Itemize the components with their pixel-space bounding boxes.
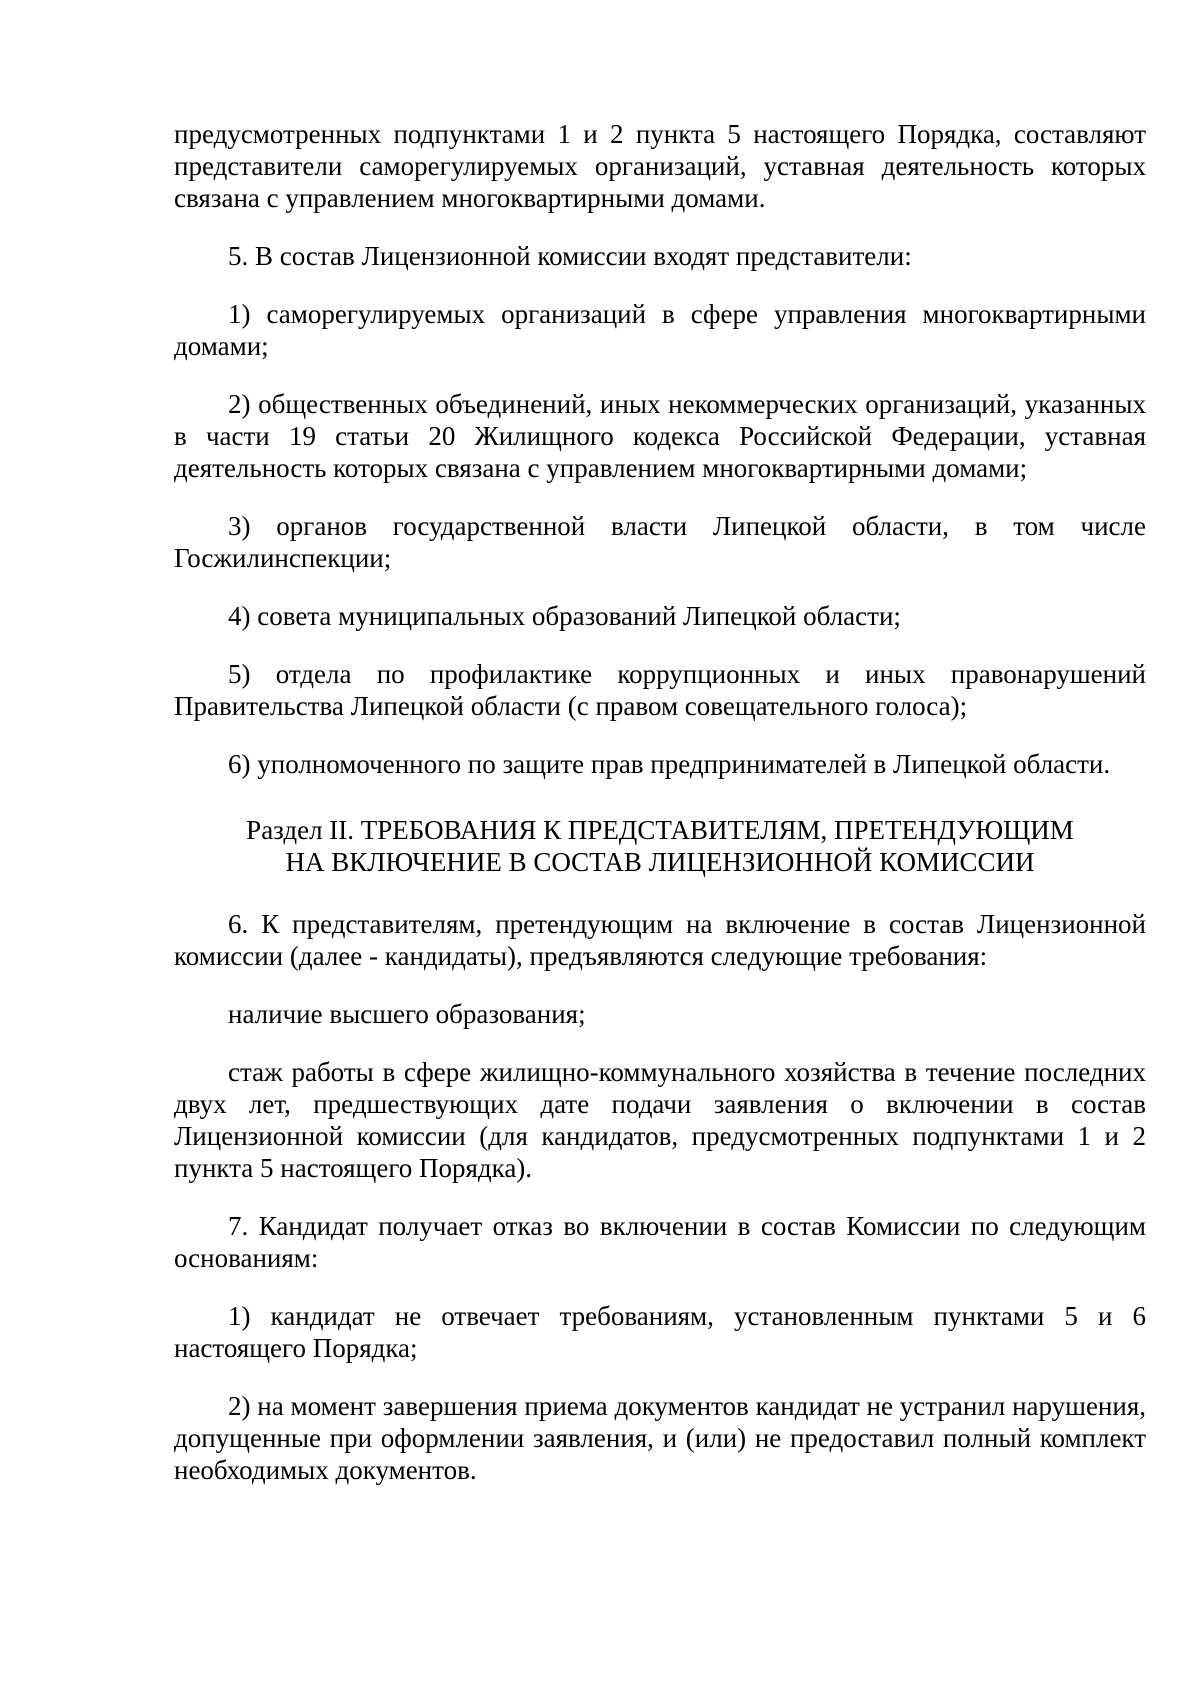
paragraph-item-5: 5. В состав Лицензионной комиссии входят представители: <box>228 241 912 271</box>
paragraph-continuation: предусмотренных подпунктами 1 и 2 пункта 5 настоящего Порядка, составляют представители саморегулируемых организаций, уставная деятельность которых связана с управлением многоквартирными домами. <box>174 119 1146 213</box>
paragraph-item-6: 6. К представителям, претендующим на включение в состав Лицензионной комиссии (далее - кандидаты), предъявляются следующие требования: <box>174 909 1146 971</box>
list-item-1: 1) саморегулируемых организаций в сфере управления многоквартирными домами; <box>174 299 1146 361</box>
list-item-5: 5) отдела по профилактике коррупционных и иных правонарушений Правительства Липецкой области (с правом совещательного голоса); <box>174 659 1146 721</box>
requirement-education: наличие высшего образования; <box>228 999 586 1029</box>
section-heading-line-2: НА ВКЛЮЧЕНИЕ В СОСТАВ ЛИЦЕНЗИОННОЙ КОМИССИИ <box>285 847 1035 877</box>
list-item-3: 3) органов государственной власти Липецкой области, в том числе Госжилинспекции; <box>174 511 1146 573</box>
list-item-2: 2) общественных объединений, иных некоммерческих организаций, указанных в части 19 статьи 20 Жилищного кодекса Российской Федерации, уставная деятельность которых связана с управлением многоквартирными домами; <box>174 389 1146 483</box>
document-body <box>174 118 1146 1512</box>
section-heading-line-1: Раздел II. ТРЕБОВАНИЯ К ПРЕДСТАВИТЕЛЯМ, ПРЕТЕНДУЮЩИМ <box>246 815 1074 845</box>
refusal-reason-1: 1) кандидат не отвечает требованиям, установленным пунктами 5 и 6 настоящего Порядка; <box>174 1301 1146 1363</box>
requirement-experience: стаж работы в сфере жилищно-коммунального хозяйства в течение последних двух лет, предшествующих дате подачи заявления о включении в состав Лицензионной комиссии (для кандидатов, предусмотренных подпунктами 1 и 2 пункта 5 настоящего Порядка). <box>174 1057 1146 1183</box>
list-item-4: 4) совета муниципальных образований Липецкой области; <box>228 601 901 631</box>
list-item-6: 6) уполномоченного по защите прав предпринимателей в Липецкой области. <box>228 749 1111 779</box>
section-heading <box>174 814 1146 878</box>
paragraph-item-7: 7. Кандидат получает отказ во включении в состав Комиссии по следующим основаниям: <box>174 1211 1146 1273</box>
refusal-reason-2: 2) на момент завершения приема документов кандидат не устранил нарушения, допущенные при оформлении заявления, и (или) не предоставил полный комплект необходимых документов. <box>174 1391 1146 1485</box>
